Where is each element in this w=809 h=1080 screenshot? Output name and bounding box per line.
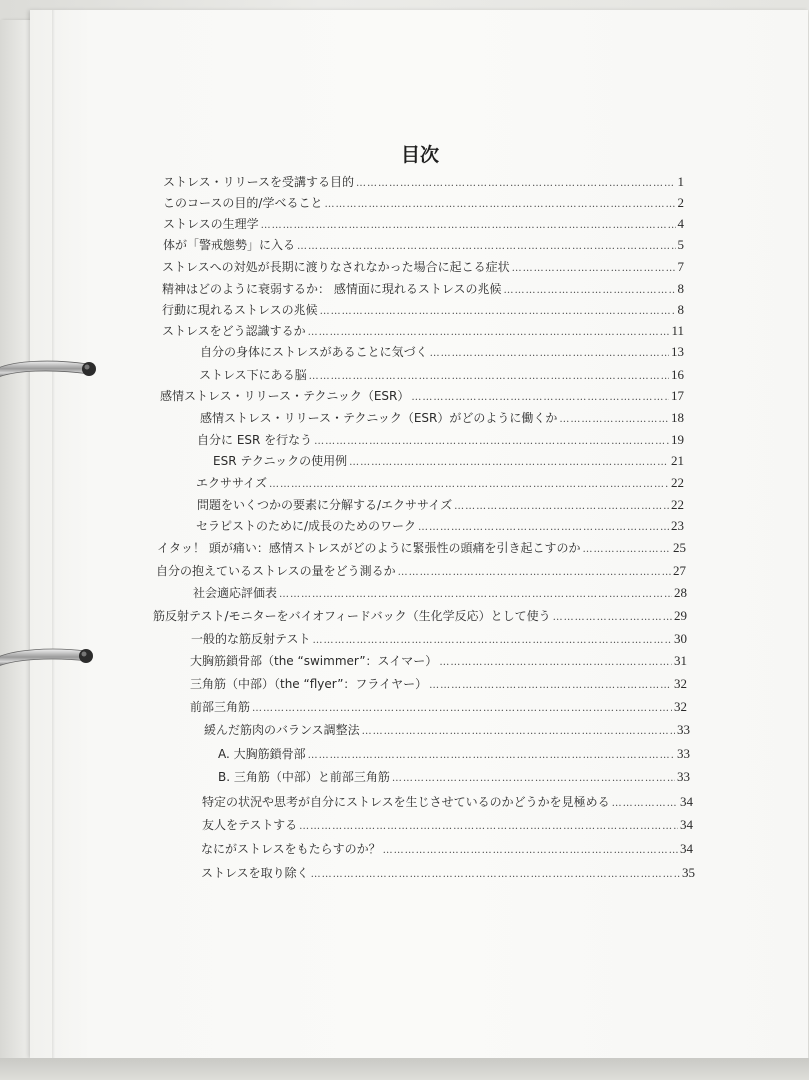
- toc-entry-title: 緩んだ筋肉のバランス調整法: [204, 723, 360, 737]
- toc-entry: [196, 517, 684, 537]
- toc-page-number: 34: [680, 817, 693, 832]
- toc-entry: [196, 474, 684, 494]
- toc-entry: [202, 816, 693, 836]
- toc-page-number: 27: [673, 563, 686, 578]
- toc-entry-title: 感情ストレス・リリース・テクニック（ESR）がどのように働くか: [200, 411, 558, 425]
- toc-page-number: 29: [674, 608, 687, 623]
- leader-dots: [308, 327, 670, 338]
- toc-entry-title: 行動に現れるストレスの兆候: [162, 303, 318, 317]
- toc-page-number: 23: [671, 518, 684, 533]
- toc-entry-title: 筋反射テスト/モニターをバイオフィードバック（生化学反応）として使う: [153, 609, 551, 623]
- toc-entry: [163, 215, 684, 235]
- toc-entry-title: 特定の状況や思考が自分にストレスを生じさせているのかどうかを見極める: [202, 795, 610, 809]
- toc-entry: [218, 768, 690, 788]
- leader-dots: [311, 869, 680, 880]
- toc-entry-title: 精神はどのように衰弱するか： 感情面に現れるストレスの兆候: [162, 282, 502, 296]
- leader-dots: [309, 371, 669, 382]
- toc-entry-title: イタッ！ 頭が痛い：感情ストレスがどのように緊張性の頭痛を引き起こすのか: [157, 541, 581, 555]
- leader-dots: [612, 798, 678, 809]
- toc-entry-title: 自分の身体にストレスがあることに気づく: [200, 345, 428, 359]
- toc-entry-title: ストレス・リリースを受講する目的: [163, 175, 355, 189]
- toc-entry: [162, 280, 684, 300]
- leader-dots: [582, 544, 671, 555]
- leader-dots: [362, 726, 675, 737]
- toc-entry-title: なにがストレスをもたらすのか？: [201, 842, 381, 856]
- toc-entry: [190, 698, 687, 718]
- toc-entry: [162, 258, 684, 278]
- toc-entry: [153, 607, 687, 627]
- toc-page-number: 8: [677, 281, 684, 296]
- toc-entry: [193, 584, 687, 604]
- leader-dots: [392, 773, 675, 784]
- leader-dots: [454, 501, 669, 512]
- leader-dots: [398, 567, 671, 578]
- leader-dots: [279, 589, 672, 600]
- toc-entry-title: 前部三角筋: [190, 700, 251, 714]
- toc-entry-title: セラピストのために/成長のためのワーク: [196, 519, 417, 533]
- leader-dots: [252, 703, 672, 714]
- toc-page-number: 33: [677, 722, 690, 737]
- page-title: 目次: [400, 144, 439, 166]
- toc-entry-title: 社会適応評価表: [193, 586, 278, 600]
- toc-page-number: 34: [680, 794, 693, 809]
- toc-page-number: 22: [671, 497, 684, 512]
- toc-entry-title: A. 大胸筋鎖骨部: [218, 747, 306, 761]
- toc-entry: [160, 387, 684, 407]
- toc-entry-title: 一般的な筋反射テスト: [191, 632, 311, 646]
- toc-entry-title: ストレスへの対処が長期に渡りなされなかった場合に起こる症状: [162, 260, 510, 274]
- toc-page-number: 34: [680, 841, 693, 856]
- toc-entry: [162, 322, 684, 342]
- toc-page-number: 13: [671, 344, 684, 359]
- toc-entry-title: エクササイズ: [196, 476, 268, 490]
- leader-dots: [553, 612, 672, 623]
- leader-dots: [299, 821, 678, 832]
- toc-page-number: 30: [674, 631, 687, 646]
- leader-dots: [418, 522, 669, 533]
- toc-entry-title: ストレスをどう認識するか: [162, 324, 306, 338]
- toc-page-number: 19: [671, 432, 684, 447]
- toc-entry: [156, 562, 686, 582]
- toc-page-number: 17: [671, 388, 684, 403]
- leader-dots: [308, 750, 675, 761]
- toc-page-number: 32: [674, 676, 687, 691]
- leader-dots: [503, 285, 675, 296]
- leader-dots: [297, 241, 675, 252]
- toc-entry-title: ESR テクニックの使用例: [213, 454, 348, 468]
- leader-dots: [320, 306, 676, 317]
- toc-entry: [191, 630, 687, 650]
- toc-page-number: 21: [671, 453, 684, 468]
- toc-entry: [163, 236, 684, 256]
- leader-dots: [411, 392, 669, 403]
- toc-entry-title: 体が「警戒態勢」に入る: [163, 238, 296, 252]
- toc-entry: [201, 840, 693, 860]
- leader-dots: [349, 457, 669, 468]
- leader-dots: [559, 414, 669, 425]
- leader-dots: [269, 479, 669, 490]
- leader-dots: [356, 178, 675, 189]
- toc-entry: [202, 793, 693, 813]
- toc-entry-title: 問題をいくつかの要素に分解する/エクササイズ: [197, 498, 453, 512]
- toc-entry: [197, 496, 684, 516]
- toc-page-number: 33: [677, 769, 690, 784]
- toc-entry: [163, 173, 684, 193]
- leader-dots: [430, 348, 669, 359]
- toc-page-number: 28: [674, 585, 687, 600]
- leader-dots: [429, 680, 672, 691]
- toc-page-number: 25: [673, 540, 686, 555]
- toc-page-number: 4: [677, 216, 684, 231]
- toc-page-number: 35: [682, 865, 695, 880]
- leader-dots: [512, 263, 676, 274]
- toc-entry: [200, 343, 684, 363]
- toc-page-number: 22: [671, 475, 684, 490]
- toc-entry-title: 自分に ESR を行なう: [197, 433, 313, 447]
- toc-page-number: 33: [677, 746, 690, 761]
- toc-entry: [190, 675, 687, 695]
- leader-dots: [324, 199, 675, 210]
- toc-entry-title: ストレスを取り除く: [201, 866, 309, 880]
- toc-page-number: 8: [677, 302, 684, 317]
- toc-entry-title: 感情ストレス・リリース・テクニック（ESR）: [160, 389, 410, 403]
- toc-entry: [204, 721, 690, 741]
- leader-dots: [261, 220, 676, 231]
- leader-dots: [439, 657, 672, 668]
- leader-dots: [314, 436, 669, 447]
- toc-entry-title: 大胸筋鎖骨部（the “swimmer”：スイマー）: [190, 654, 438, 668]
- toc-page-number: 32: [674, 699, 687, 714]
- toc-page-number: 18: [671, 410, 684, 425]
- toc-page-number: 7: [677, 259, 684, 274]
- toc-entry: [162, 301, 684, 321]
- toc-entry-title: このコースの目的/学べること: [163, 196, 323, 210]
- toc-entry-title: ストレスの生理学: [163, 217, 259, 231]
- toc-entry-title: B. 三角筋（中部）と前部三角筋: [218, 770, 390, 784]
- toc-page-number: 16: [671, 367, 684, 382]
- toc-page-number: 11: [671, 323, 684, 338]
- toc-page-number: 1: [677, 174, 684, 189]
- toc-entry: [213, 452, 684, 472]
- toc-entry-title: 友人をテストする: [202, 818, 298, 832]
- toc-entry: [157, 539, 686, 559]
- toc-entry-title: ストレス下にある脳: [199, 368, 307, 382]
- toc-entry: [163, 194, 684, 214]
- leader-dots: [383, 845, 678, 856]
- toc-entry: [197, 431, 684, 451]
- toc-entry: [200, 409, 684, 429]
- toc-entry-title: 三角筋（中部）（the “flyer”：フライヤー）: [190, 677, 428, 691]
- toc-page-number: 2: [677, 195, 684, 210]
- toc-page-number: 5: [677, 237, 684, 252]
- toc-entry: [218, 745, 690, 765]
- leader-dots: [313, 635, 672, 646]
- toc-entry-title: 自分の抱えているストレスの量をどう測るか: [156, 564, 396, 578]
- toc-entry: [190, 652, 687, 672]
- toc-entry: [199, 366, 684, 386]
- toc-page-number: 31: [674, 653, 687, 668]
- toc-entry: [201, 864, 695, 884]
